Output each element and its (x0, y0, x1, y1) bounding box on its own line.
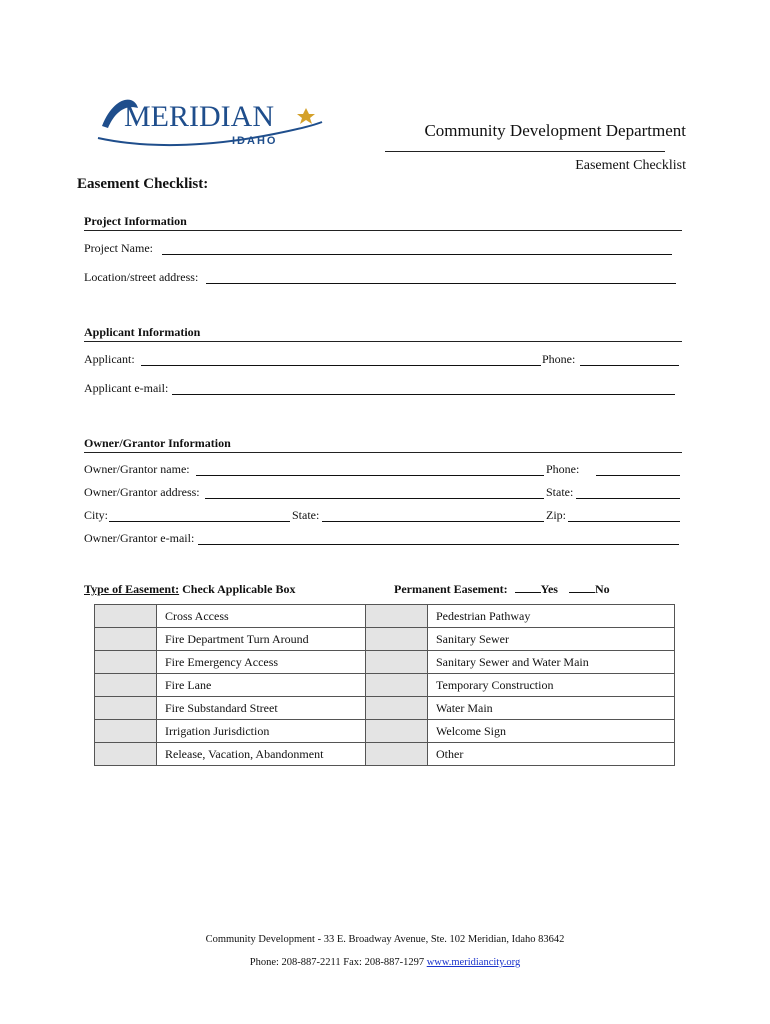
easement-type-right: Pedestrian Pathway (428, 605, 675, 628)
table-row (95, 720, 675, 743)
owner-phone-label: Phone: (546, 462, 580, 476)
easement-type-left: Release, Vacation, Abandonment (157, 743, 366, 766)
owner-name-label: Owner/Grantor name: (84, 462, 190, 476)
applicant-phone-field[interactable] (580, 365, 679, 366)
checkbox-cell[interactable] (95, 720, 157, 743)
easement-checklist-table (94, 604, 675, 766)
star-icon (297, 108, 315, 124)
easement-type-right: Sanitary Sewer (428, 628, 675, 651)
department-title: Community Development Department (424, 121, 686, 140)
state-field[interactable] (322, 521, 544, 522)
easement-type-heading (84, 582, 295, 597)
city-field[interactable] (109, 521, 290, 522)
checkbox-cell[interactable] (95, 651, 157, 674)
checkbox-cell[interactable] (95, 674, 157, 697)
applicant-email-field[interactable] (172, 394, 675, 395)
table-row (95, 674, 675, 697)
section-rule (84, 341, 682, 342)
logo-subtext: IDAHO (232, 135, 278, 147)
website-link[interactable]: www.meridiancity.org (426, 957, 521, 968)
section-applicant-heading: Applicant Information (84, 325, 201, 339)
easement-type-right: Other (428, 743, 675, 766)
project-name-field[interactable] (162, 254, 672, 255)
no-blank[interactable] (569, 592, 595, 593)
owner-address-label: Owner/Grantor address: (84, 485, 200, 499)
easement-type-left: Fire Emergency Access (157, 651, 366, 674)
easement-type-left: Cross Access (157, 605, 366, 628)
owner-state-field[interactable] (576, 498, 680, 499)
permanent-label: Permanent Easement: (394, 582, 508, 596)
table-row (95, 651, 675, 674)
easement-type-label: Type of Easement: (84, 582, 180, 596)
owner-email-label: Owner/Grantor e-mail: (84, 531, 195, 545)
easement-type-right: Welcome Sign (428, 720, 675, 743)
checkbox-cell[interactable] (366, 628, 428, 651)
footer-phone-fax: Phone: 208-887-2211 Fax: 208-887-1297 (249, 957, 427, 968)
page-title: Easement Checklist: (77, 176, 209, 192)
owner-name-field[interactable] (196, 475, 544, 476)
easement-type-right: Water Main (428, 697, 675, 720)
project-name-label: Project Name: (84, 241, 153, 255)
page-subtitle: Easement Checklist (575, 158, 686, 173)
easement-type-left: Irrigation Jurisdiction (157, 720, 366, 743)
easement-type-left: Fire Substandard Street (157, 697, 366, 720)
section-project-heading: Project Information (84, 214, 187, 228)
easement-type-right: Sanitary Sewer and Water Main (428, 651, 675, 674)
footer-address: Community Development - 33 E. Broadway Avenue, Ste. 102 Meridian, Idaho 83642 (205, 934, 565, 945)
applicant-field[interactable] (141, 365, 541, 366)
applicant-email-label: Applicant e-mail: (84, 381, 169, 395)
checkbox-cell[interactable] (366, 697, 428, 720)
easement-type-left: Fire Department Turn Around (157, 628, 366, 651)
checkbox-cell[interactable] (366, 674, 428, 697)
table-row (95, 743, 675, 766)
checkbox-cell[interactable] (366, 651, 428, 674)
section-rule (84, 452, 682, 453)
state-label: State: (292, 508, 320, 522)
yes-label: Yes (540, 582, 558, 596)
table-row (95, 697, 675, 720)
owner-phone-field[interactable] (596, 475, 680, 476)
owner-state-label: State: (546, 485, 574, 499)
owner-address-field[interactable] (205, 498, 544, 499)
checkbox-cell[interactable] (366, 743, 428, 766)
header-rule (385, 151, 665, 152)
permanent-easement (394, 582, 610, 597)
applicant-phone-label: Phone: (542, 352, 576, 366)
checkbox-cell[interactable] (95, 743, 157, 766)
yes-blank[interactable] (515, 592, 541, 593)
easement-type-right: Temporary Construction (428, 674, 675, 697)
section-rule (84, 230, 682, 231)
section-owner-heading: Owner/Grantor Information (84, 436, 231, 450)
checkbox-cell[interactable] (366, 720, 428, 743)
easement-type-left: Fire Lane (157, 674, 366, 697)
meridian-logo (94, 86, 326, 156)
location-field[interactable] (206, 283, 676, 284)
checkbox-cell[interactable] (95, 697, 157, 720)
location-label: Location/street address: (84, 270, 199, 284)
no-label: No (594, 582, 610, 596)
checkbox-cell[interactable] (366, 605, 428, 628)
table-row (95, 605, 675, 628)
applicant-label: Applicant: (84, 352, 135, 366)
checkbox-cell[interactable] (95, 605, 157, 628)
easement-type-suffix: Check Applicable Box (179, 582, 296, 596)
zip-field[interactable] (568, 521, 680, 522)
city-label: City: (84, 508, 109, 522)
zip-label: Zip: (546, 508, 566, 522)
logo-wordmark: MERIDIAN (124, 100, 274, 133)
table-row (95, 628, 675, 651)
owner-email-field[interactable] (198, 544, 679, 545)
footer-contact (0, 957, 770, 968)
checkbox-cell[interactable] (95, 628, 157, 651)
